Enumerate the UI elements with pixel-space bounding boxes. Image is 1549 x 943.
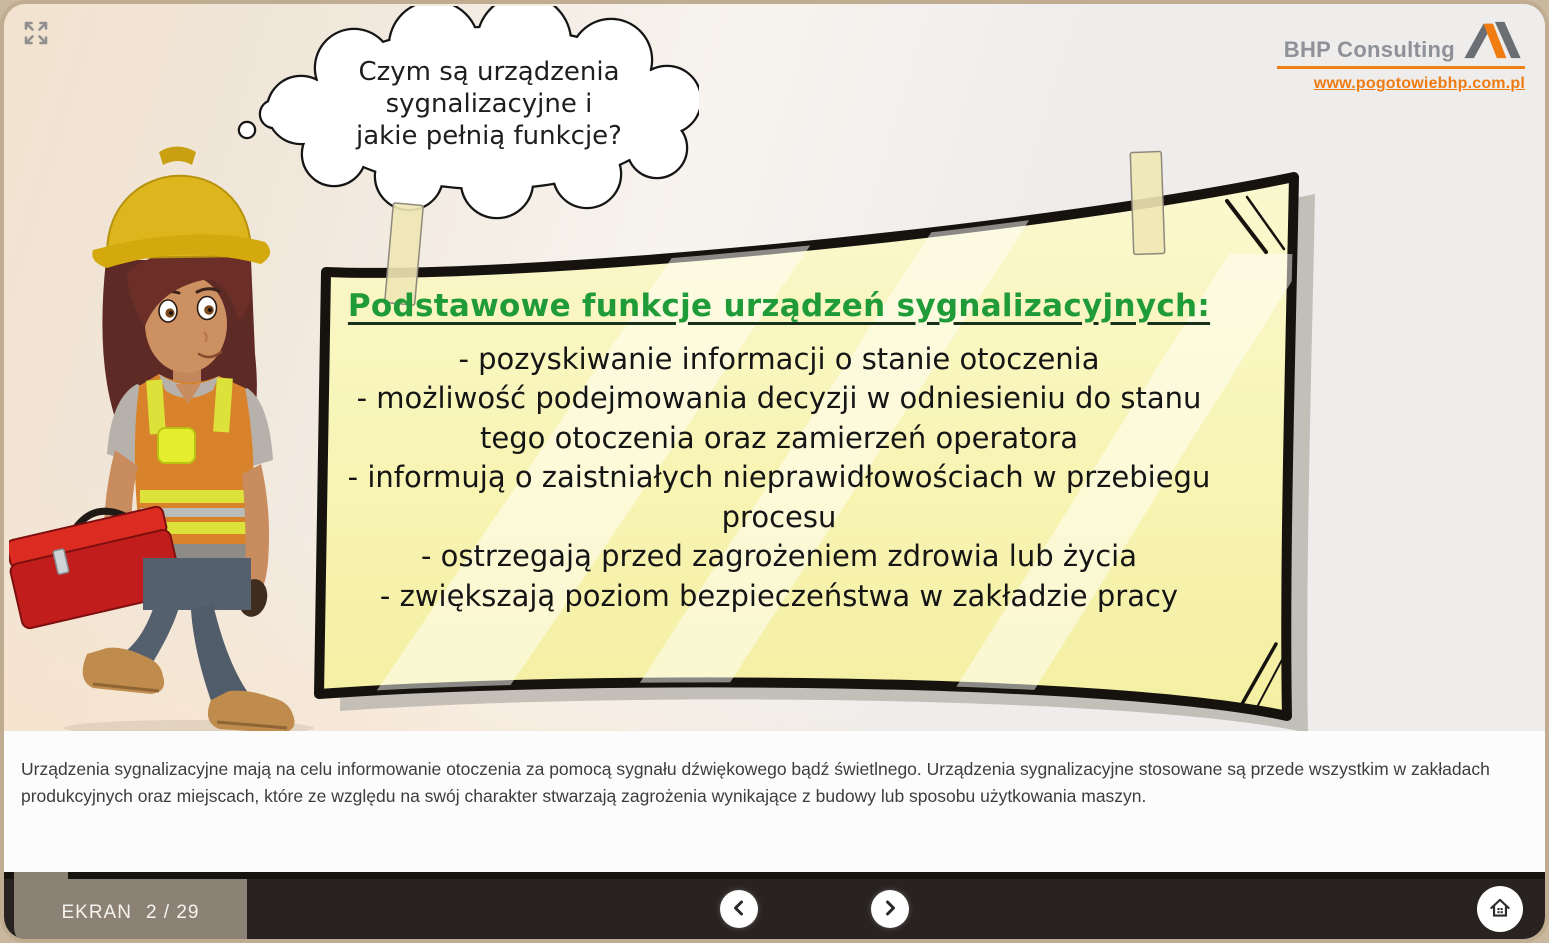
brand-name: BHP Consulting bbox=[1283, 37, 1455, 62]
thought-bubble-line: sygnalizacyjne i bbox=[385, 89, 593, 120]
progress-fill bbox=[14, 872, 68, 879]
brand-logo-icon bbox=[1461, 18, 1525, 65]
banner-item: - możliwość podejmowania decyzji w odniesieniu do stanu tego otoczenia oraz zamierzeń operatora bbox=[356, 381, 1202, 455]
banner-item: - informują o zaistniałych nieprawidłowościach w przebiegu procesu bbox=[347, 460, 1211, 534]
fullscreen-button[interactable] bbox=[18, 16, 54, 52]
chevron-right-icon bbox=[880, 898, 900, 921]
brand-url-link[interactable]: www.pogotowiebhp.com.pl bbox=[1313, 75, 1525, 92]
banner-title: Podstawowe funkcje urządzeń sygnalizacyjnych: bbox=[347, 288, 1211, 324]
slide-stage bbox=[4, 4, 1545, 731]
home-button[interactable] bbox=[1477, 886, 1523, 932]
banner-item-list bbox=[339, 340, 1219, 616]
chevron-left-icon bbox=[729, 898, 749, 921]
info-strip bbox=[4, 731, 1545, 872]
banner-text-block bbox=[339, 288, 1219, 616]
banner-item: - ostrzegają przed zagrożeniem zdrowia lub życia bbox=[420, 539, 1138, 574]
thought-bubble-line: Czym są urządzenia bbox=[358, 57, 620, 87]
home-icon bbox=[1487, 895, 1513, 924]
thought-bubble-line: jakie pełnią funkcje? bbox=[356, 121, 622, 152]
screen-label: EKRAN bbox=[61, 902, 132, 923]
screen-counter-tab bbox=[14, 879, 247, 943]
banner-item: - zwiększają poziom bezpieczeństwa w zakładzie pracy bbox=[379, 578, 1179, 613]
banner-item: - pozyskiwanie informacji o stanie otoczenia bbox=[458, 342, 1100, 376]
worker-character-illustration bbox=[9, 92, 339, 737]
prev-button[interactable] bbox=[720, 890, 758, 928]
progress-track bbox=[4, 872, 1545, 879]
brand-block bbox=[1277, 18, 1525, 93]
screen-counter: 2 / 29 bbox=[145, 902, 200, 923]
info-paragraph: Urządzenia sygnalizacyjne mają na celu informowanie otoczenia za pomocą sygnału dźwiękowego bądź świetlnego. Urządzenia sygnalizacyjne stosowane są przede wszystkim w zakładach produkcyjnych oraz miejscach, które ze względu na swój charakter stwarzają zagrożenia wynikające z budowy lub sposobu użytkowania maszyn. bbox=[21, 759, 1490, 806]
brand-underline bbox=[1277, 66, 1525, 69]
footer-bar bbox=[4, 872, 1545, 943]
next-button[interactable] bbox=[871, 890, 909, 928]
fullscreen-icon bbox=[19, 38, 53, 53]
